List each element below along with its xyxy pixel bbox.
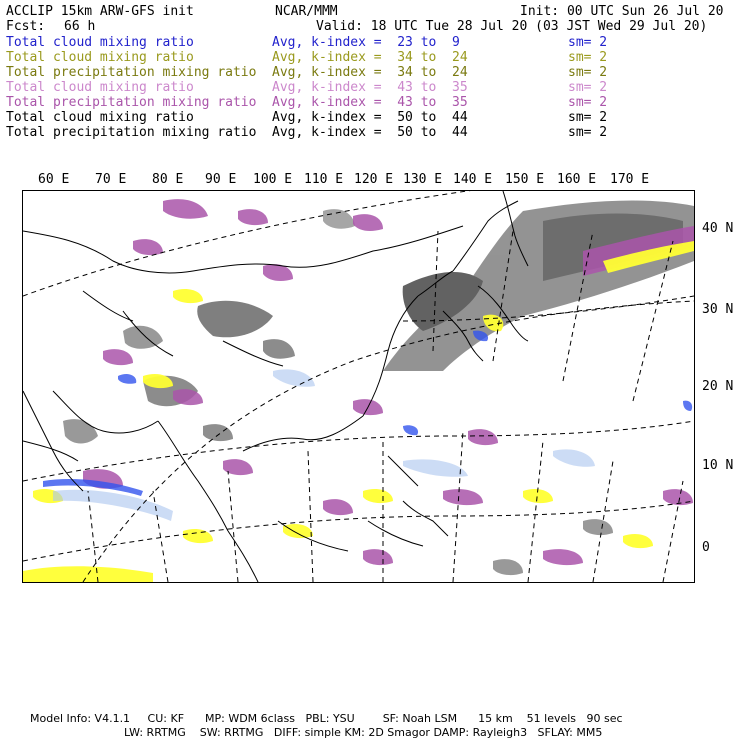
field-row	[6, 50, 736, 65]
field-name: Total cloud mixing ratio	[6, 35, 194, 50]
latitude-label: 20 N	[702, 379, 734, 394]
longitude-label: 100 E	[253, 172, 293, 187]
latitude-label: 40 N	[702, 221, 734, 236]
model-physics-line: LW: RRTMG SW: RRTMG DIFF: simple KM: 2D Smagor DAMP: Rayleigh3 SFLAY: MM5	[124, 726, 603, 739]
field-smoothing: sm= 2	[568, 80, 608, 95]
map-canvas	[23, 191, 694, 582]
latitude-label: 30 N	[702, 302, 734, 317]
longitude-label: 170 E	[610, 172, 650, 187]
latitude-label: 10 N	[702, 458, 734, 473]
field-smoothing: sm= 2	[568, 125, 608, 140]
field-row	[6, 65, 736, 80]
field-name: Total precipitation mixing ratio	[6, 65, 257, 80]
field-range: Avg, k-index = 34 to 24	[272, 50, 468, 65]
longitude-label: 90 E	[205, 172, 237, 187]
field-range: Avg, k-index = 50 to 44	[272, 125, 468, 140]
longitude-label: 150 E	[505, 172, 545, 187]
init-time: Init: 00 UTC Sun 26 Jul 20	[520, 4, 724, 19]
field-smoothing: sm= 2	[568, 65, 608, 80]
valid-time: Valid: 18 UTC Tue 28 Jul 20 (03 JST Wed 29 Jul 20)	[316, 19, 708, 34]
field-row	[6, 35, 736, 50]
field-row	[6, 110, 736, 125]
field-range: Avg, k-index = 23 to 9	[272, 35, 460, 50]
latitude-label: 0	[702, 540, 710, 555]
field-range: Avg, k-index = 34 to 24	[272, 65, 468, 80]
field-name: Total precipitation mixing ratio	[6, 125, 257, 140]
org-label: NCAR/MMM	[275, 4, 338, 19]
longitude-label: 60 E	[38, 172, 70, 187]
longitude-label: 110 E	[304, 172, 344, 187]
field-row	[6, 125, 736, 140]
forecast-label: Fcst:	[6, 19, 46, 34]
field-name: Total cloud mixing ratio	[6, 80, 194, 95]
map-title: ACCLIP 15km ARW-GFS init	[6, 4, 194, 19]
longitude-label: 70 E	[95, 172, 127, 187]
field-name: Total cloud mixing ratio	[6, 50, 194, 65]
forecast-hours: 66 h	[64, 19, 96, 34]
field-range: Avg, k-index = 43 to 35	[272, 95, 468, 110]
field-smoothing: sm= 2	[568, 50, 608, 65]
longitude-label: 130 E	[403, 172, 443, 187]
field-row	[6, 95, 736, 110]
field-range: Avg, k-index = 43 to 35	[272, 80, 468, 95]
longitude-label: 160 E	[557, 172, 597, 187]
field-row	[6, 80, 736, 95]
field-smoothing: sm= 2	[568, 95, 608, 110]
field-smoothing: sm= 2	[568, 35, 608, 50]
field-name: Total precipitation mixing ratio	[6, 95, 257, 110]
model-info-line: Model Info: V4.1.1 CU: KF MP: WDM 6class PBL: YSU SF: Noah LSM 15 km 51 levels 90 sec	[30, 712, 623, 725]
longitude-label: 120 E	[354, 172, 394, 187]
longitude-label: 80 E	[152, 172, 184, 187]
field-range: Avg, k-index = 50 to 44	[272, 110, 468, 125]
field-smoothing: sm= 2	[568, 110, 608, 125]
longitude-label: 140 E	[453, 172, 493, 187]
field-name: Total cloud mixing ratio	[6, 110, 194, 125]
map-panel	[22, 190, 695, 583]
